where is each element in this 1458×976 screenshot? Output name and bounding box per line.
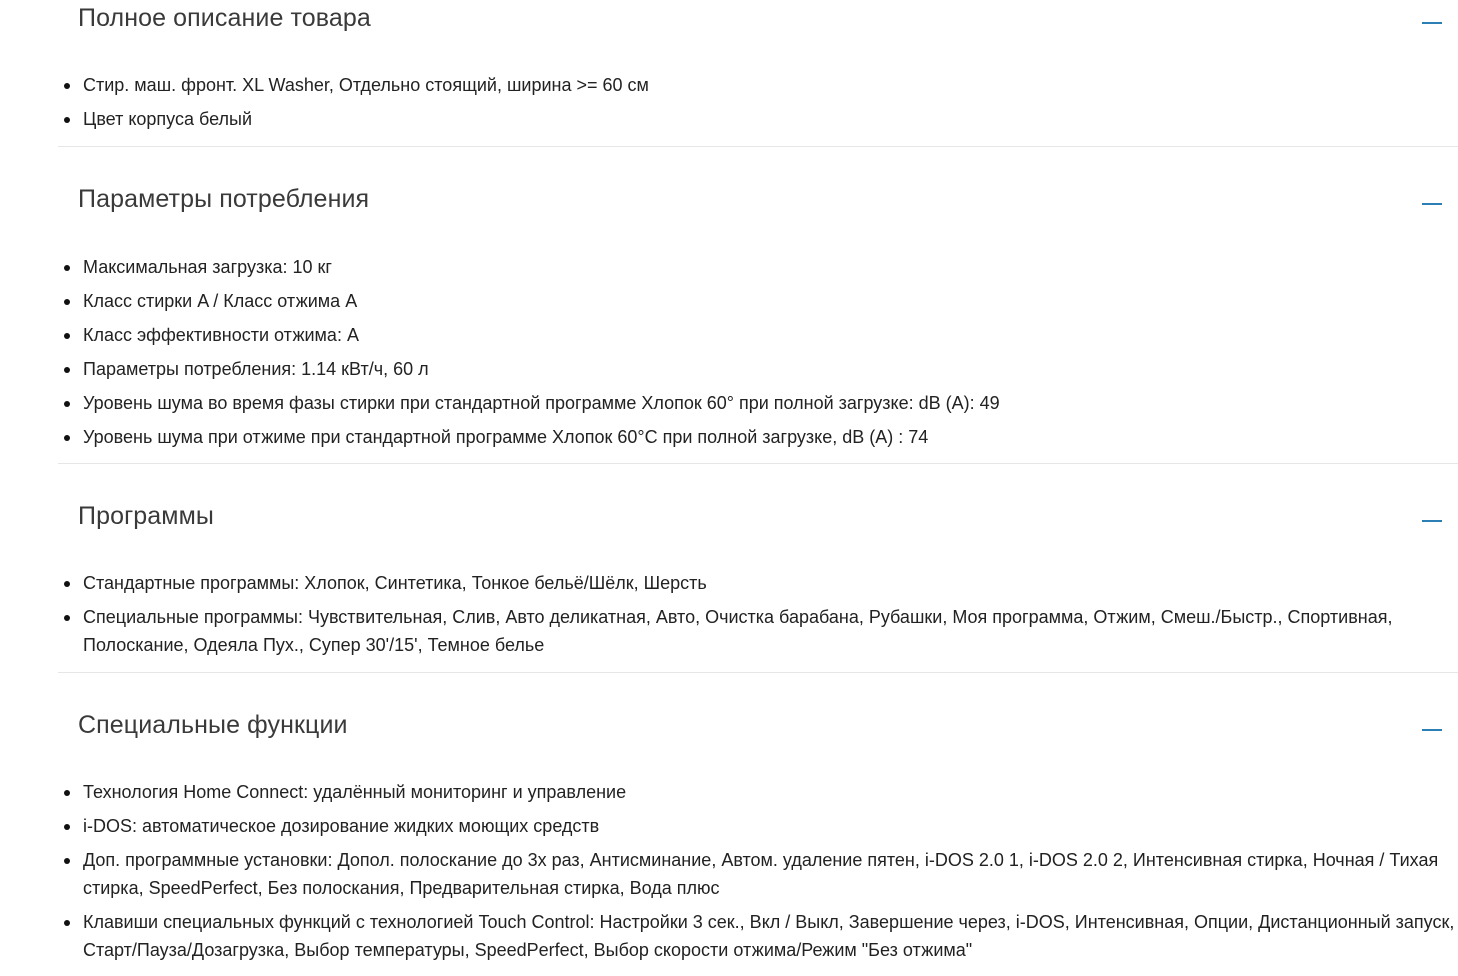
section-header-consumption[interactable] [58,185,1458,225]
list-item: Цвет корпуса белый [83,105,1458,133]
list-item: Уровень шума во время фазы стирки при стандартной программе Хлопок 60° при полной загрузке: dB (A): 49 [83,389,1458,417]
list-item: i-DOS: автоматическое дозирование жидких моющих средств [83,812,1458,840]
minus-icon[interactable] [1422,191,1444,213]
list-item: Доп. программные установки: Допол. полоскание до 3х раз, Антисминание, Автом. удаление пятен, i-DOS 2.0 1, i-DOS 2.0 2, Интенсивная стирка, Ночная / Тихая стирка, SpeedPerfect, Без полоскания, Предварительная стирка, Вода плюс [83,846,1458,902]
section-title: Параметры потребления [78,185,370,213]
list-item: Максимальная загрузка: 10 кг [83,253,1458,281]
section-header-special-functions[interactable] [58,711,1458,751]
section-header-full-description[interactable] [58,4,1458,44]
list-item: Уровень шума при отжиме при стандартной программе Хлопок 60°C при полной загрузке, dB (A) : 74 [83,423,1458,451]
minus-icon[interactable] [1422,10,1444,32]
list-item: Технология Home Connect: удалённый мониторинг и управление [83,778,1458,806]
list-item: Параметры потребления: 1.14 кВт/ч, 60 л [83,355,1458,383]
section-list [58,569,1458,665]
section-title: Полное описание товара [78,4,371,32]
section-divider [58,146,1458,147]
section-list [58,778,1458,970]
section-list [58,71,1458,139]
section-list [58,253,1458,457]
section-divider [58,672,1458,673]
list-item: Класс стирки A / Класс отжима A [83,287,1458,315]
list-item: Клавиши специальных функций с технологией Touch Control: Настройки 3 сек., Вкл / Выкл, Завершение через, i-DOS, Интенсивная, Опции, Дистанционный запуск, Старт/Пауза/Дозагрузка, Выбор температуры, SpeedPerfect, Выбор скорости отжима/Режим "Без отжима" [83,908,1458,964]
minus-icon[interactable] [1422,508,1444,530]
list-item: Стандартные программы: Хлопок, Синтетика, Тонкое бельё/Шёлк, Шерсть [83,569,1458,597]
list-item: Стир. маш. фронт. XL Washer, Отдельно стоящий, ширина >= 60 см [83,71,1458,99]
section-header-programs[interactable] [58,502,1458,542]
list-item: Класс эффективности отжима: A [83,321,1458,349]
section-divider [58,463,1458,464]
list-item: Специальные программы: Чувствительная, Слив, Авто деликатная, Авто, Очистка барабана, Рубашки, Моя программа, Отжим, Смеш./Быстр., Спортивная, Полоскание, Одеяла Пух., Супер 30'/15', Темное белье [83,603,1458,659]
minus-icon[interactable] [1422,717,1444,739]
section-title: Специальные функции [78,711,348,739]
section-title: Программы [78,502,214,530]
